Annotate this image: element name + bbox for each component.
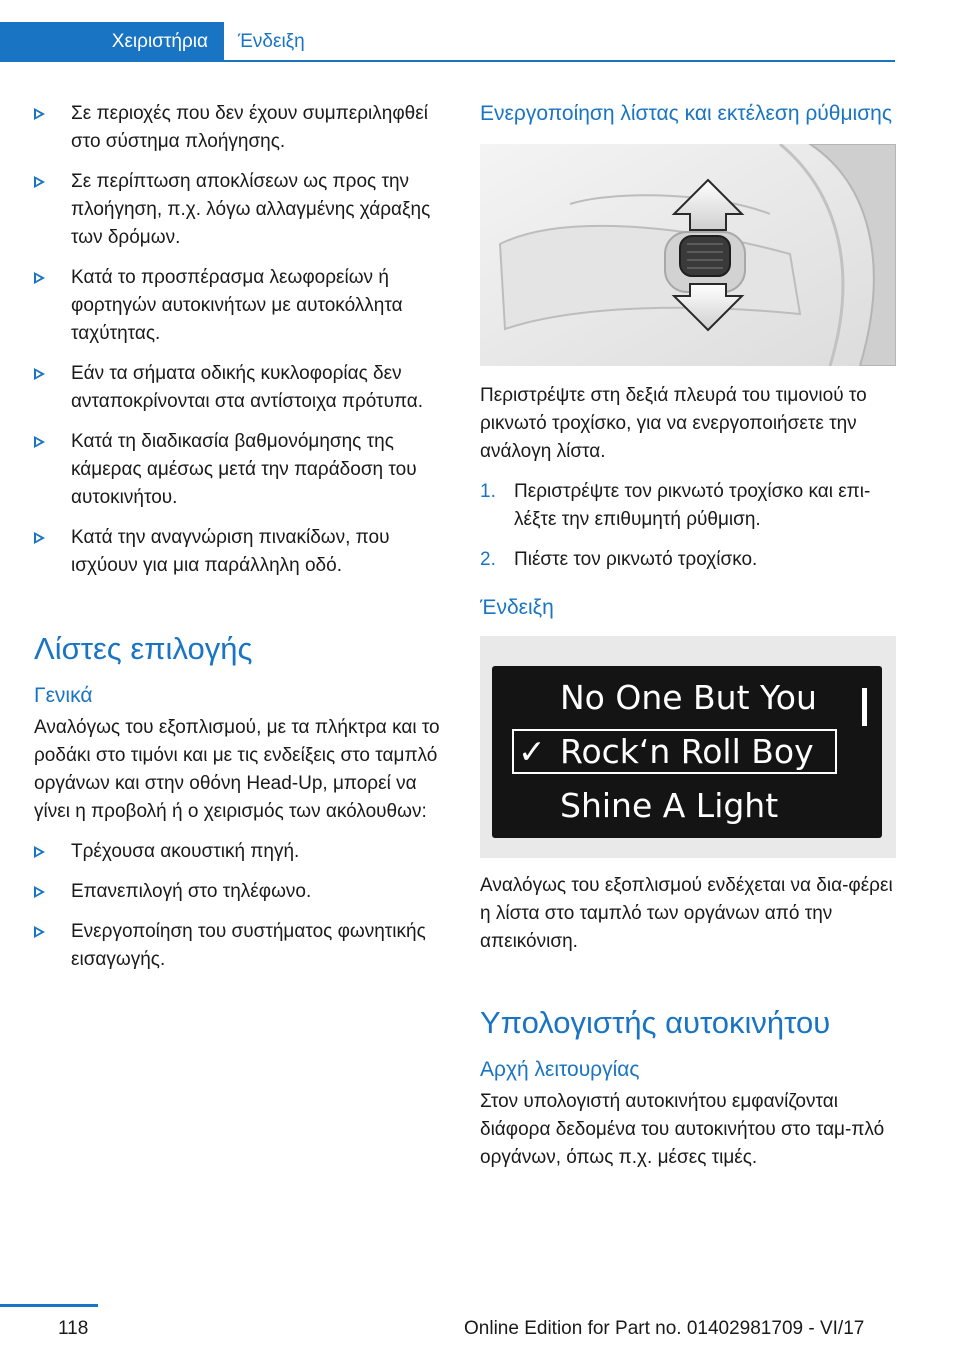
list-item: Τρέχουσα ακουστική πηγή. (34, 838, 446, 866)
limitations-list (34, 100, 446, 580)
right-column (480, 100, 896, 1172)
list-item: Εάν τα σήματα οδικής κυκλοφορίας δεν ανταποκρίνονται στα αντίστοιχα πρότυπα. (34, 360, 446, 416)
checkmark-icon: ✓ (518, 732, 546, 771)
triangle-bullet-icon (34, 368, 45, 380)
list-item: Κατά το προσπέρασμα λεωφορείων ή φορτηγών αυτοκινήτων με αυτοκόλλητα ταχύτητας. (34, 264, 446, 348)
section-title-selection-lists: Λίστες επιλογής (34, 631, 253, 666)
instruction-text: Περιστρέψτε στη δεξιά πλευρά του τιμονιού το ρικνωτό τροχίσκο, για να ενεργοποιήσετε την ανάλογη λίστα. (480, 385, 867, 462)
list-entry: No One But You (560, 678, 817, 717)
triangle-bullet-icon (34, 532, 45, 544)
list-entry: Rock‘n Roll Boy (560, 732, 814, 771)
triangle-bullet-icon (34, 846, 45, 858)
principle-text: Στον υπολογιστή αυτοκινήτου εμφανίζονται διάφορα δεδομένα του αυτοκινήτου στο ταμ‐πλό οργάνων, όπως π.χ. μέσες τιμές. (480, 1091, 885, 1168)
list-entry: Shine A Light (560, 786, 779, 825)
header-divider (0, 60, 895, 62)
page-number: 118 (58, 1318, 89, 1339)
list-item: Επανεπιλογή στο τηλέφωνο. (34, 878, 446, 906)
list-item: 2. Πιέστε τον ρικνωτό τροχίσκο. (480, 549, 758, 570)
general-intro-text: Αναλόγως του εξοπλισμού, με τα πλήκτρα και το ροδάκι στο τιμόνι και με τις ενδείξεις στο ταμπλό οργάνων και στην οθόνη Head-Up, μπορεί να γίνει η προβολή ή ο χειρισμός των ακόλουθων: (34, 717, 440, 822)
list-item: Σε περιοχές που δεν έχουν συμπεριληφθεί στο σύστημα πλοήγησης. (34, 100, 446, 156)
instrument-cluster-list-illustration (480, 636, 896, 858)
list-item: Κατά την αναγνώριση πινακίδων, που ισχύουν για μια παράλληλη οδό. (34, 524, 446, 580)
options-list (34, 838, 446, 974)
heading-activate-list: Ενεργοποίηση λίστας και εκτέλεση ρύθμισης (480, 102, 892, 125)
triangle-bullet-icon (34, 176, 45, 188)
list-item: 1. Περιστρέψτε τον ρικνωτό τροχίσκο και επι‐λέξτε την επιθυμητή ρύθμιση. (480, 481, 871, 530)
heading-display: Ένδειξη (480, 596, 554, 619)
page-header (0, 0, 895, 62)
thumbwheel-icon (480, 144, 896, 366)
triangle-bullet-icon (34, 436, 45, 448)
triangle-bullet-icon (34, 886, 45, 898)
tab-display[interactable]: Ένδειξη (238, 31, 305, 52)
steps-list (480, 478, 896, 574)
left-column (34, 100, 446, 974)
list-item: Κατά τη διαδικασία βαθμονόμησης της κάμερας αμέσως μετά την παράδοση του αυτοκινήτου. (34, 428, 446, 512)
triangle-bullet-icon (34, 272, 45, 284)
subsection-title-principle: Αρχή λειτουργίας (480, 1058, 640, 1081)
display-screen (492, 666, 882, 838)
list-item: Ενεργοποίηση του συστήματος φωνητικής εισαγωγής. (34, 918, 446, 974)
footer-divider (0, 1304, 98, 1307)
section-title-onboard-computer: Υπολογιστής αυτοκινήτου (480, 1005, 831, 1040)
tab-controls[interactable]: Χειριστήρια (0, 22, 224, 62)
subsection-title-general: Γενικά (34, 684, 93, 707)
scrollbar-indicator (862, 688, 867, 726)
display-note-text: Αναλόγως του εξοπλισμού ενδέχεται να δια‐φέρει η λίστα στο ταμπλό των οργάνων από την απεικόνιση. (480, 875, 893, 952)
steering-wheel-illustration (480, 144, 896, 366)
triangle-bullet-icon (34, 926, 45, 938)
triangle-bullet-icon (34, 108, 45, 120)
list-item: Σε περίπτωση αποκλίσεων ως προς την πλοήγηση, π.χ. λόγω αλλαγμένης χάραξης των δρόμων. (34, 168, 446, 252)
edition-text: Online Edition for Part no. 01402981709 - VI/17 (464, 1318, 865, 1339)
